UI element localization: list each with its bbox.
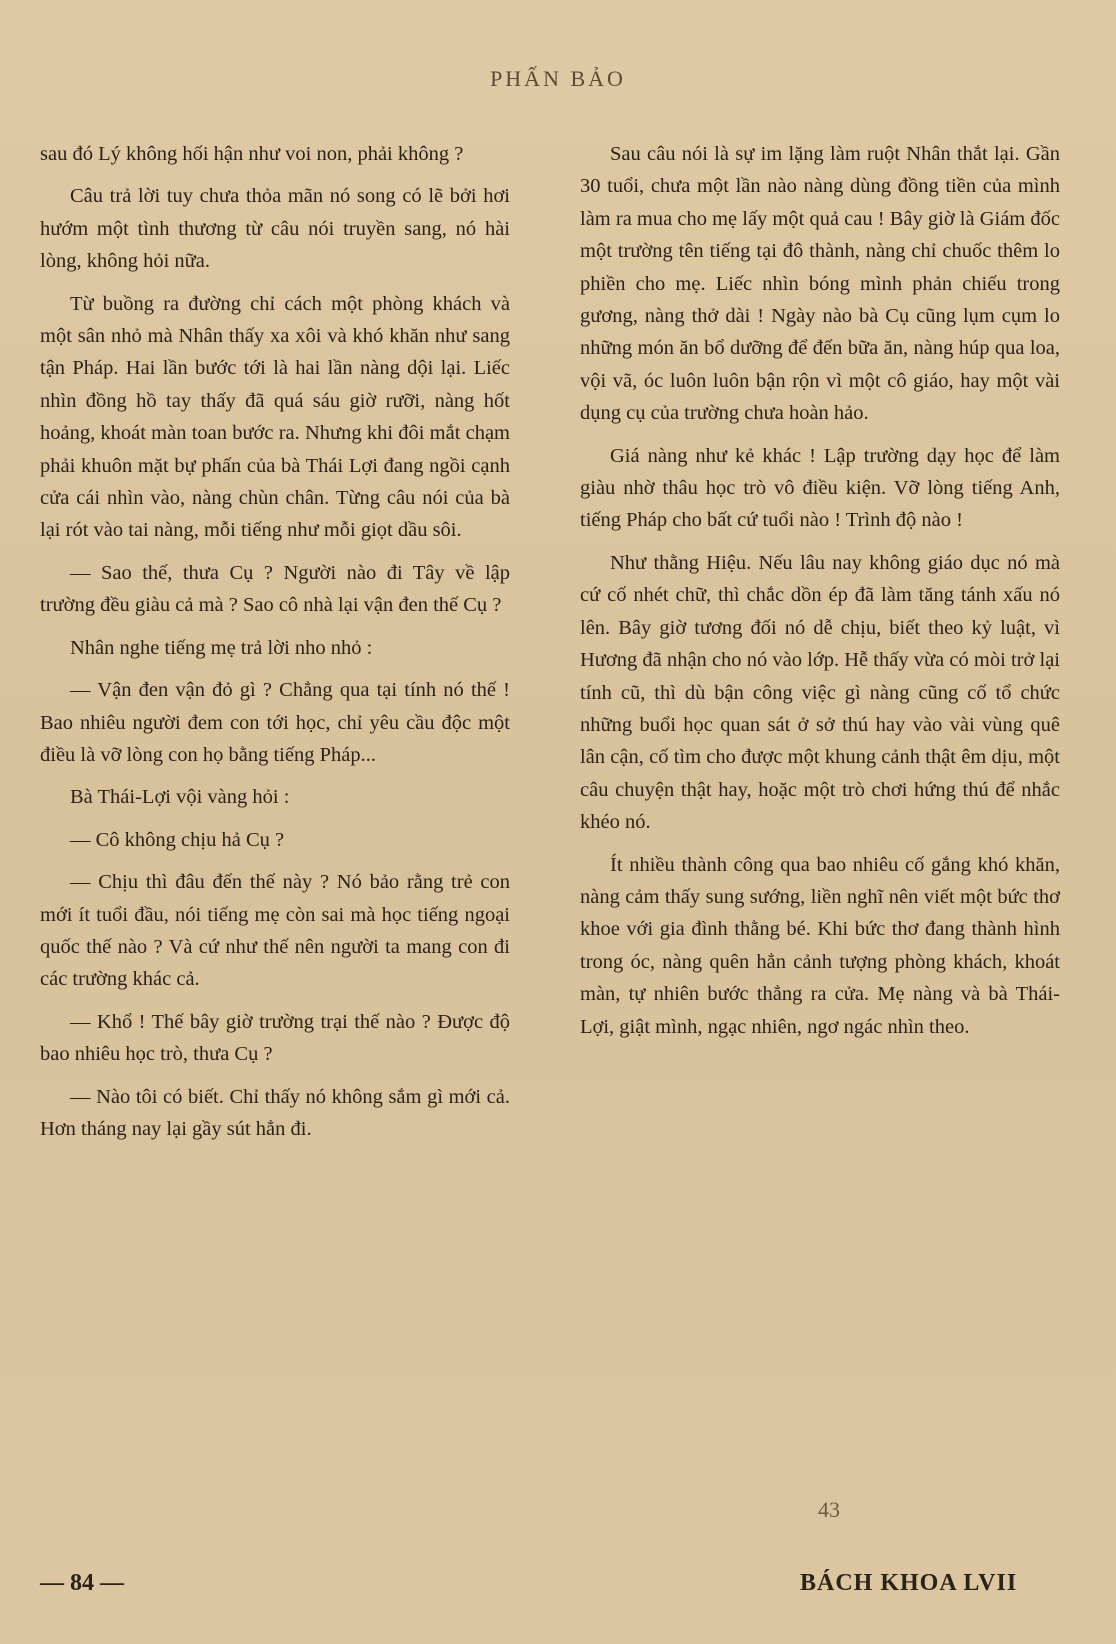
paragraph: Ít nhiều thành công qua bao nhiêu cố gắng khó khăn, nàng cảm thấy sung sướng, liền nghĩ nên viết một bức thơ khoe với gia đình thằng bé. Khi bức thơ đang thành hình trong óc, nàng quên hẳn cảnh tượng phòng khách, khoát màn, tự nhiên bước thẳng ra cửa. Mẹ nàng và bà Thái-Lợi, giật mình, ngạc nhiên, ngơ ngác nhìn theo. [580,853,1060,1038]
page-number: — 84 — [40,1570,124,1596]
paragraph: Như thằng Hiệu. Nếu lâu nay không giáo dục nó mà cứ cố nhét chữ, thì chắc dồn ép đã làm tăng tánh xấu nó lên. Bây giờ tương đối nó dễ chịu, biết theo kỷ luật, vì Hương đã nhận cho nó vào lớp. Hễ thấy vừa có mòi trở lại tính cũ, thì dù bận công việc gì nàng cũng cố tổ chức những buổi học quan sát ở sở thú hay vào vài vùng quê lân cận, cố tìm cho được một khung cảnh thật êm dịu, một câu chuyện thật hay, hoặc một trò chơi hứng thú để nhắc khéo nó. [580,551,1060,834]
paragraph: — Nào tôi có biết. Chỉ thấy nó không sắm gì mới cả. Hơn tháng nay lại gầy sút hẳn đi. [40,1085,510,1140]
paragraph: Giá nàng như kẻ khác ! Lập trường dạy học để làm giàu nhờ thâu học trò vô điều kiện. Vỡ lòng tiếng Anh, tiếng Pháp cho bất cứ tuổi nào ! Trình độ nào ! [580,444,1060,532]
running-title: PHẤN BẢO [490,66,626,91]
paragraph: — Sao thế, thưa Cụ ? Người nào đi Tây về lập trường đều giàu cả mà ? Sao cô nhà lại vận đen thế Cụ ? [40,561,510,617]
paragraph: Câu trả lời tuy chưa thỏa mãn nó song có lẽ bởi hơi hướm một tình thương từ câu nói truyền sang, nó hài lòng, không hỏi nữa. [40,185,510,273]
paragraph: — Khổ ! Thế bây giờ trường trại thế nào ? Được độ bao nhiêu học trò, thưa Cụ ? [40,1010,510,1066]
paragraph: — Vận đen vận đỏ gì ? Chẳng qua tại tính nó thế ! Bao nhiêu người đem con tới học, chỉ yêu cầu độc một điều là vỡ lòng con họ bằng tiếng Pháp... [40,679,510,766]
page-mark: 43 [818,1497,840,1522]
left-column [40,138,510,1155]
paragraph: sau đó Lý không hối hận như voi non, phải không ? [40,143,464,165]
paragraph: — Chịu thì đâu đến thế này ? Nó bảo rằng trẻ con mới ít tuổi đầu, nói tiếng mẹ còn sai mà học tiếng ngoại quốc thế nào ? Và cứ như thế nên người ta mang con đi các trường khác cả. [40,871,510,991]
paragraph: — Cô không chịu hả Cụ ? [70,828,285,851]
paragraph: Bà Thái-Lợi vội vàng hỏi : [70,786,290,809]
magazine-title: BÁCH KHOA LVII [800,1570,1018,1596]
paragraph: Sau câu nói là sự im lặng làm ruột Nhân thắt lại. Gần 30 tuổi, chưa một lần nào nàng dùng đồng tiền của mình làm ra mua cho mẹ lấy một quả cau ! Bây giờ là Giám đốc một trường tên tiếng tại đô thành, nàng chỉ chuốc thêm lo phiền cho mẹ. Liếc nhìn bóng mình phản chiếu trong gương, nàng thở dài ! Ngày nào bà Cụ cũng lụm cụm lo những món ăn bổ dưỡng để đến bữa ăn, nàng húp qua loa, vội vã, óc luôn luôn bận rộn vì một cô giáo, hay một vài dụng cụ của trường chưa hoàn hảo. [580,143,1060,425]
right-column [580,138,1060,1053]
paragraph: Từ buồng ra đường chỉ cách một phòng khách và một sân nhỏ mà Nhân thấy xa xôi và khó khăn như sang tận Pháp. Hai lần bước tới là hai lần nàng dội lại. Liếc nhìn đồng hồ tay thấy đã quá sáu giờ rưỡi, nàng hốt hoảng, khoát màn toan bước ra. Nhưng khi đôi mắt chạm phải khuôn mặt bự phấn của bà Thái Lợi đang ngồi cạnh cửa cái nhìn vào, nàng chùn chân. Từng câu nói của bà lại rót vào tai nàng, mỗi tiếng như mỗi giọt dầu sôi. [40,292,510,542]
paragraph: Nhân nghe tiếng mẹ trả lời nho nhỏ : [70,636,373,659]
